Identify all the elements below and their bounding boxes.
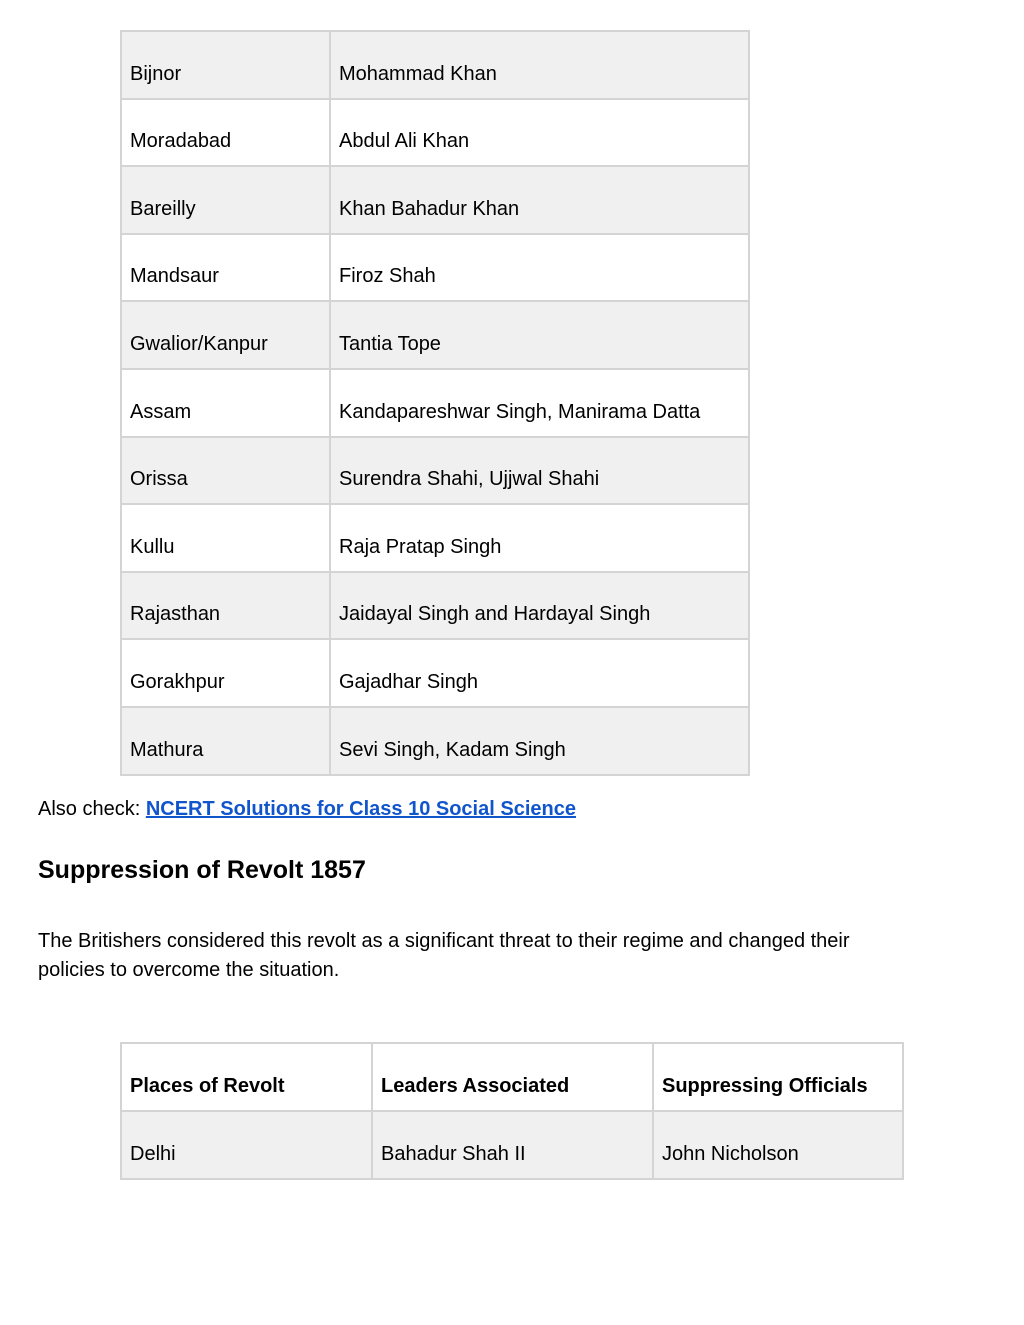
table-row [121,234,749,302]
place-cell: Gwalior/Kanpur [121,301,330,369]
table-header-row [121,1043,903,1111]
suppression-table [120,1042,904,1180]
place-cell: Moradabad [121,99,330,167]
header-leaders-associated: Leaders Associated [372,1043,653,1111]
place-cell: Orissa [121,437,330,505]
leader-cell: Surendra Shahi, Ujjwal Shahi [330,437,749,505]
place-cell: Bareilly [121,166,330,234]
table-row [121,166,749,234]
place-cell: Mandsaur [121,234,330,302]
leader-cell: Khan Bahadur Khan [330,166,749,234]
table-row [121,301,749,369]
place-cell: Mathura [121,707,330,775]
table-row [121,437,749,505]
place-cell: Delhi [121,1111,372,1179]
leader-cell: Firoz Shah [330,234,749,302]
ncert-solutions-link[interactable]: NCERT Solutions for Class 10 Social Science [145,798,576,820]
place-cell: Assam [121,369,330,437]
table-row [121,572,749,640]
leader-cell: Raja Pratap Singh [330,504,749,572]
place-cell: Bijnor [121,31,330,99]
table-row [121,31,749,99]
table-row [121,707,749,775]
table-row [121,369,749,437]
place-cell: Gorakhpur [121,639,330,707]
leader-cell: Sevi Singh, Kadam Singh [330,707,749,775]
also-check-prefix: Also check: [38,798,146,820]
leader-cell: Tantia Tope [330,301,749,369]
section-heading: Suppression of Revolt 1857 [38,856,366,884]
table-row [121,99,749,167]
leader-cell: Bahadur Shah II [372,1111,653,1179]
place-cell: Kullu [121,504,330,572]
table-row [121,1111,903,1179]
revolt-leaders-table [120,30,750,776]
leader-cell: Abdul Ali Khan [330,99,749,167]
leader-cell: Gajadhar Singh [330,639,749,707]
table-row [121,504,749,572]
leader-cell: Kandapareshwar Singh, Manirama Datta [330,369,749,437]
leader-cell: Mohammad Khan [330,31,749,99]
header-suppressing-officials: Suppressing Officials [653,1043,903,1111]
section-paragraph: The Britishers considered this revolt as a significant threat to their regime and changed their policies to overcome the situation. [38,930,850,981]
place-cell: Rajasthan [121,572,330,640]
table-row [121,639,749,707]
official-cell: John Nicholson [653,1111,903,1179]
leader-cell: Jaidayal Singh and Hardayal Singh [330,572,749,640]
header-places-of-revolt: Places of Revolt [121,1043,372,1111]
also-check-line [38,796,576,822]
